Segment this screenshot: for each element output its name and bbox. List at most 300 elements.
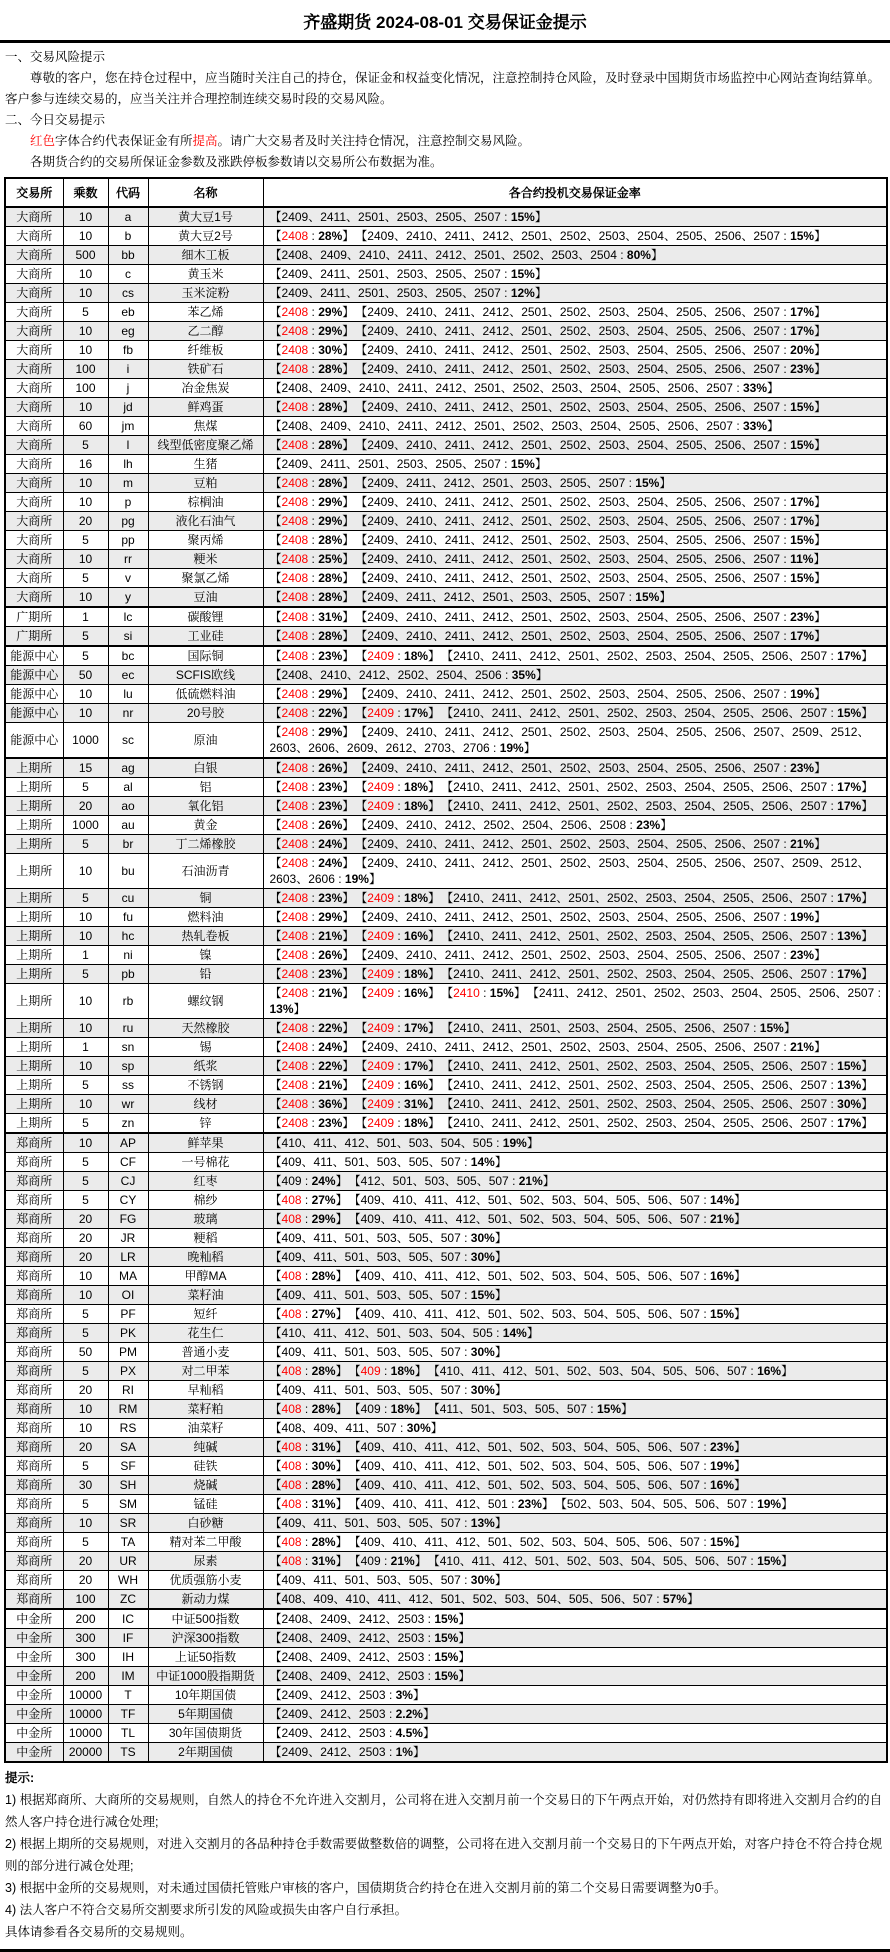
code-cell: CY bbox=[108, 1191, 148, 1210]
today-section-heading: 二、今日交易提示 bbox=[5, 113, 106, 127]
footer-note-4: 4) 法人客户不符合交易所交割要求所引发的风险或损失由客户自行承担。 bbox=[5, 1903, 408, 1917]
contract-list: 2409、2410、2411、2412、2501、2502、2503、2504、2505、2506、2507 bbox=[367, 552, 781, 566]
rates-cell bbox=[263, 1210, 887, 1229]
contract-list: 409、410、411、412、501、502、503、504、505、506、507 bbox=[360, 1478, 700, 1492]
rate-group: 【2408 : 22%】 bbox=[269, 706, 355, 720]
rate-group: 【2408 : 21%】 bbox=[269, 929, 355, 943]
rate-group: 【2409、2410、2411、2412、2501、2502、2503、2504、2505、2506、2507 : 21%】 bbox=[361, 837, 827, 851]
rates-cell bbox=[263, 1019, 887, 1038]
rate-group: 【2408 : 22%】 bbox=[269, 1059, 355, 1073]
name-cell: 锌 bbox=[148, 1114, 263, 1134]
code-cell: y bbox=[108, 588, 148, 608]
exchange-cell: 上期所 bbox=[5, 758, 63, 778]
exchange-cell: 能源中心 bbox=[5, 685, 63, 704]
rates-cell bbox=[263, 816, 887, 835]
contract-list: 408、409、411、507 bbox=[281, 1421, 397, 1435]
margin-rate-value: 36% bbox=[318, 1097, 343, 1111]
name-cell: 低硫燃料油 bbox=[148, 685, 263, 704]
name-cell: 粳米 bbox=[148, 550, 263, 569]
rate-group: 【408 : 28%】 bbox=[269, 1364, 348, 1378]
code-cell: pp bbox=[108, 531, 148, 550]
exchange-cell: 能源中心 bbox=[5, 646, 63, 666]
table-row bbox=[5, 1705, 887, 1724]
rates-cell bbox=[263, 889, 887, 908]
margin-rate-value: 24% bbox=[318, 1040, 343, 1054]
rate-group: 【409、410、411、412、501 : 23%】 bbox=[354, 1497, 554, 1511]
exchange-cell: 广期所 bbox=[5, 627, 63, 647]
rate-group: 【2409、2411、2501、2503、2505、2507 : 12%】 bbox=[269, 286, 547, 300]
exchange-cell: 中金所 bbox=[5, 1648, 63, 1667]
rate-group: 【2408、2409、2412、2503 : 15%】 bbox=[269, 1631, 471, 1645]
name-cell: 聚丙烯 bbox=[148, 531, 263, 550]
name-cell: 工业硅 bbox=[148, 627, 263, 647]
margin-rate-value: 57% bbox=[662, 1592, 687, 1606]
multiplier-cell: 10 bbox=[63, 1019, 108, 1038]
rates-cell bbox=[263, 854, 887, 889]
rate-group: 【2409、2410、2411、2412、2501、2502、2503、2504、2505、2506、2507 : 11%】 bbox=[361, 552, 826, 566]
multiplier-cell: 5 bbox=[63, 1172, 108, 1191]
rate-group: 【408 : 28%】 bbox=[269, 1402, 348, 1416]
margin-rate-value: 15% bbox=[635, 590, 660, 604]
exchange-cell: 大商所 bbox=[5, 227, 63, 246]
exchange-cell: 大商所 bbox=[5, 569, 63, 588]
rate-group: 【2408、2409、2412、2503 : 15%】 bbox=[269, 1612, 471, 1626]
rates-cell bbox=[263, 1191, 887, 1210]
exchange-cell: 大商所 bbox=[5, 512, 63, 531]
margin-rate-value: 15% bbox=[837, 706, 862, 720]
code-cell: nr bbox=[108, 704, 148, 723]
code-cell: j bbox=[108, 379, 148, 398]
margin-rate-value: 15% bbox=[434, 1650, 459, 1664]
rate-group: 【2408 : 23%】 bbox=[269, 780, 355, 794]
rates-cell bbox=[263, 1362, 887, 1381]
multiplier-cell: 10 bbox=[63, 1267, 108, 1286]
margin-rate-value: 21% bbox=[318, 986, 343, 1000]
margin-rate-value: 30% bbox=[470, 1383, 495, 1397]
table-row bbox=[5, 816, 887, 835]
footer-note-1: 1) 根据郑商所、大商所的交易规则，自然人的持仓不允许进入交割月，公司将在进入交割月前一个交易日的下午两点开始，对仍然持有即将进入交割月合约的自然人客户持仓进行减仓处理; bbox=[5, 1793, 883, 1829]
name-cell: 20号胶 bbox=[148, 704, 263, 723]
exchange-cell: 大商所 bbox=[5, 341, 63, 360]
multiplier-cell: 10 bbox=[63, 1095, 108, 1114]
margin-rate-value: 16% bbox=[404, 929, 429, 943]
red-font-notice bbox=[5, 131, 885, 152]
multiplier-cell: 10 bbox=[63, 1133, 108, 1153]
contract-list: 2410、2411、2412、2501、2502、2503、2504、2505、2506、2507 bbox=[453, 1116, 828, 1130]
rate-group: 【2409、2410、2411、2412、2501、2502、2503、2504、2505、2506、2507 : 15%】 bbox=[361, 400, 827, 414]
table-row bbox=[5, 1495, 887, 1514]
rate-group: 【408 : 28%】 bbox=[269, 1478, 348, 1492]
code-cell: br bbox=[108, 835, 148, 854]
margin-rate-value: 31% bbox=[318, 610, 343, 624]
params-note: 各期货合约的交易所保证金参数及涨跌停板参数请以交易所公布数据为准。 bbox=[30, 155, 443, 169]
exchange-cell: 能源中心 bbox=[5, 666, 63, 685]
margin-rate-value: 21% bbox=[318, 929, 343, 943]
raised-margin-contracts: 2408 bbox=[281, 799, 309, 813]
margin-rate-value: 16% bbox=[710, 1478, 735, 1492]
rates-cell bbox=[263, 1343, 887, 1362]
contract-list: 2409、2412、2503 bbox=[281, 1745, 386, 1759]
margin-rate-value: 28% bbox=[318, 400, 343, 414]
contract-list: 2409、2410、2411、2412、2501、2502、2503、2504、2505、2506、2507 bbox=[367, 343, 781, 357]
name-cell: 螺纹钢 bbox=[148, 984, 263, 1019]
margin-rate-value: 15% bbox=[510, 267, 535, 281]
name-cell: 2年期国债 bbox=[148, 1743, 263, 1763]
rate-group: 【409、410、411、412、501、502、503、504、505、506、507 : 14%】 bbox=[354, 1193, 747, 1207]
exchange-cell: 中金所 bbox=[5, 1743, 63, 1763]
rates-cell bbox=[263, 646, 887, 666]
table-row bbox=[5, 1514, 887, 1533]
rate-group: 【2409 : 17%】 bbox=[361, 1021, 441, 1035]
rates-cell bbox=[263, 493, 887, 512]
rates-cell bbox=[263, 303, 887, 322]
margin-rate-value: 23% bbox=[318, 649, 343, 663]
contract-list: 2409、2411、2412、2501、2503、2505、2507 bbox=[367, 476, 626, 490]
code-cell: hc bbox=[108, 927, 148, 946]
multiplier-cell: 10 bbox=[63, 1400, 108, 1419]
multiplier-cell: 10 bbox=[63, 550, 108, 569]
margin-rate-value: 26% bbox=[318, 948, 343, 962]
code-cell: JR bbox=[108, 1229, 148, 1248]
multiplier-cell: 10000 bbox=[63, 1705, 108, 1724]
margin-rate-value: 15% bbox=[596, 1402, 621, 1416]
raised-margin-contracts: 2409 bbox=[367, 1021, 394, 1035]
rates-cell bbox=[263, 685, 887, 704]
contract-list: 2409、2410、2411、2412、2501、2502、2503、2504、2505、2506、2507 bbox=[367, 495, 781, 509]
table-row bbox=[5, 758, 887, 778]
rate-group: 【408 : 30%】 bbox=[269, 1459, 348, 1473]
rates-cell bbox=[263, 1438, 887, 1457]
margin-rate-value: 29% bbox=[318, 725, 343, 739]
rate-group: 【409、411、501、503、505、507 : 30%】 bbox=[269, 1573, 507, 1587]
table-row bbox=[5, 474, 887, 493]
exchange-cell: 上期所 bbox=[5, 1019, 63, 1038]
name-cell: 早籼稻 bbox=[148, 1381, 263, 1400]
table-row bbox=[5, 1686, 887, 1705]
code-cell: MA bbox=[108, 1267, 148, 1286]
multiplier-cell: 5 bbox=[63, 965, 108, 984]
margin-rate-value: 16% bbox=[710, 1269, 735, 1283]
rate-group: 【2409、2412、2503 : 1%】 bbox=[269, 1745, 425, 1759]
margin-rate-value: 23% bbox=[318, 780, 343, 794]
multiplier-cell: 10 bbox=[63, 341, 108, 360]
table-row bbox=[5, 1038, 887, 1057]
exchange-cell: 郑商所 bbox=[5, 1133, 63, 1153]
margin-rate-value: 18% bbox=[404, 799, 429, 813]
contract-list: 2409、2410、2411、2412、2501、2502、2503、2504、2505、2506、2507 bbox=[367, 305, 781, 319]
code-cell: lh bbox=[108, 455, 148, 474]
rate-group: 【409、411、501、503、505、507 : 15%】 bbox=[269, 1288, 507, 1302]
name-cell: 中证1000股指期货 bbox=[148, 1667, 263, 1686]
code-cell: SA bbox=[108, 1438, 148, 1457]
table-row bbox=[5, 1057, 887, 1076]
raised-margin-contracts: 2408 bbox=[281, 1021, 309, 1035]
table-row bbox=[5, 1076, 887, 1095]
code-cell: sc bbox=[108, 723, 148, 759]
code-cell: CJ bbox=[108, 1172, 148, 1191]
table-row bbox=[5, 607, 887, 627]
raised-margin-contracts: 2408 bbox=[281, 629, 309, 643]
table-row bbox=[5, 550, 887, 569]
footer-note-2: 2) 根据上期所的交易规则，对进入交割月的各品种持仓手数需要做整数倍的调整，公司将在进入交割月前一个交易日的下午两点开始，对客户持仓不符合持仓规则的部分进行减仓处理; bbox=[5, 1837, 883, 1873]
margin-rate-value: 15% bbox=[790, 571, 815, 585]
rate-group: 【2409 : 18%】 bbox=[361, 780, 441, 794]
rate-group: 【2410、2411、2412、2501、2502、2503、2504、2505、2506、2507 : 13%】 bbox=[447, 929, 874, 943]
table-row bbox=[5, 1743, 887, 1763]
name-cell: 中证500指数 bbox=[148, 1609, 263, 1629]
raised-margin-contracts: 2408 bbox=[281, 706, 309, 720]
rate-group: 【2408 : 29%】 bbox=[269, 687, 355, 701]
raised-margin-contracts: 2408 bbox=[281, 571, 309, 585]
rate-group: 【408、409、411、507 : 30%】 bbox=[269, 1421, 443, 1435]
raised-margin-contracts: 2409 bbox=[367, 1059, 394, 1073]
rate-group: 【409、411、501、503、505、507 : 30%】 bbox=[269, 1231, 507, 1245]
code-cell: RI bbox=[108, 1381, 148, 1400]
raised-margin-contracts: 2409 bbox=[367, 706, 394, 720]
exchange-cell: 郑商所 bbox=[5, 1172, 63, 1191]
margin-rate-value: 18% bbox=[404, 891, 429, 905]
margin-rate-value: 17% bbox=[404, 706, 429, 720]
multiplier-cell: 100 bbox=[63, 1590, 108, 1610]
raised-margin-contracts: 409 bbox=[360, 1364, 381, 1378]
contract-list: 2410、2411、2412、2501、2502、2503、2504、2505、2506、2507 bbox=[453, 1097, 828, 1111]
exchange-cell: 中金所 bbox=[5, 1705, 63, 1724]
table-row bbox=[5, 1286, 887, 1305]
exchange-cell: 郑商所 bbox=[5, 1514, 63, 1533]
margin-rate-value: 23% bbox=[636, 818, 661, 832]
margin-rate-value: 17% bbox=[790, 495, 815, 509]
name-cell: 烧碱 bbox=[148, 1476, 263, 1495]
rate-group: 【2408 : 29%】 bbox=[269, 305, 355, 319]
rate-group: 【2408 : 29%】 bbox=[269, 495, 355, 509]
exchange-cell: 上期所 bbox=[5, 1057, 63, 1076]
margin-rate-value: 30% bbox=[470, 1345, 495, 1359]
rates-cell bbox=[263, 965, 887, 984]
raised-margin-contracts: 2408 bbox=[281, 324, 309, 338]
margin-rate-value: 19% bbox=[790, 687, 815, 701]
raised-margin-contracts: 2408 bbox=[281, 649, 309, 663]
multiplier-cell: 10 bbox=[63, 1419, 108, 1438]
margin-rate-value: 21% bbox=[790, 1040, 815, 1054]
code-cell: T bbox=[108, 1686, 148, 1705]
table-row bbox=[5, 835, 887, 854]
rates-cell bbox=[263, 379, 887, 398]
margin-rate-value: 3% bbox=[395, 1688, 413, 1702]
margin-rate-value: 23% bbox=[517, 1497, 542, 1511]
table-row bbox=[5, 1133, 887, 1153]
contract-list: 2409、2410、2411、2412、2501、2502、2503、2504、2505、2506、2507、2509、2512、2603、2606 bbox=[269, 856, 870, 886]
margin-rate-value: 23% bbox=[318, 799, 343, 813]
contract-list: 2409、2411、2501、2503、2505、2507 bbox=[281, 457, 501, 471]
contract-list: 2409、2410、2411、2412、2501、2502、2503、2504、2505、2506、2507 bbox=[367, 1040, 781, 1054]
rates-cell bbox=[263, 398, 887, 417]
raised-margin-contracts: 2409 bbox=[367, 891, 394, 905]
contract-list: 2409、2410、2411、2412、2501、2502、2503、2504、2505、2506、2507 bbox=[367, 362, 781, 376]
rate-group: 【2408 : 28%】 bbox=[269, 590, 355, 604]
rate-group: 【2409、2410、2411、2412、2501、2502、2503、2504、2505、2506、2507 : 17%】 bbox=[361, 495, 827, 509]
name-cell: 铁矿石 bbox=[148, 360, 263, 379]
rate-group: 【412、501、503、505、507 : 21%】 bbox=[354, 1174, 555, 1188]
rate-group: 【408 : 28%】 bbox=[269, 1535, 348, 1549]
rates-cell bbox=[263, 1571, 887, 1590]
rate-group: 【2409、2412、2503 : 2.2%】 bbox=[269, 1707, 435, 1721]
contract-list: 2409、2411、2412、2501、2503、2505、2507 bbox=[367, 590, 626, 604]
table-row bbox=[5, 666, 887, 685]
code-cell: PF bbox=[108, 1305, 148, 1324]
name-cell: SCFIS欧线 bbox=[148, 666, 263, 685]
rate-group: 【409 : 18%】 bbox=[354, 1364, 427, 1378]
exchange-cell: 郑商所 bbox=[5, 1324, 63, 1343]
margin-rate-value: 15% bbox=[790, 400, 815, 414]
multiplier-cell: 5 bbox=[63, 889, 108, 908]
multiplier-cell: 300 bbox=[63, 1648, 108, 1667]
table-row bbox=[5, 1419, 887, 1438]
rates-cell bbox=[263, 1476, 887, 1495]
rates-cell bbox=[263, 1038, 887, 1057]
rate-group: 【2408 : 28%】 bbox=[269, 362, 355, 376]
name-cell: 花生仁 bbox=[148, 1324, 263, 1343]
table-row bbox=[5, 1248, 887, 1267]
contract-list: 2409、2412、2503 bbox=[281, 1688, 386, 1702]
contract-list: 411、501、503、505、507 bbox=[439, 1402, 587, 1416]
table-row bbox=[5, 723, 887, 759]
multiplier-cell: 5 bbox=[63, 1457, 108, 1476]
rate-group: 【410、411、412、501、503、504、505 : 14%】 bbox=[269, 1326, 539, 1340]
margin-rate-value: 24% bbox=[318, 856, 343, 870]
exchange-cell: 郑商所 bbox=[5, 1210, 63, 1229]
contract-list: 2409、2411、2501、2503、2505、2507 bbox=[281, 286, 501, 300]
contract-list: 410、411、412、501、503、504、505 bbox=[281, 1136, 493, 1150]
code-cell: v bbox=[108, 569, 148, 588]
code-cell: ss bbox=[108, 1076, 148, 1095]
rate-group: 【2408、2409、2412、2503 : 15%】 bbox=[269, 1669, 471, 1683]
margin-rate-value: 17% bbox=[404, 1059, 429, 1073]
exchange-cell: 能源中心 bbox=[5, 704, 63, 723]
name-cell: 上证50指数 bbox=[148, 1648, 263, 1667]
table-row bbox=[5, 1191, 887, 1210]
multiplier-cell: 10 bbox=[63, 207, 108, 227]
margin-rate-value: 12% bbox=[510, 286, 535, 300]
rate-group: 【409、411、501、503、505、507 : 14%】 bbox=[269, 1155, 507, 1169]
margin-rate-value: 4.5% bbox=[395, 1726, 423, 1740]
raised-margin-contracts: 2408 bbox=[281, 1116, 309, 1130]
multiplier-cell: 10 bbox=[63, 984, 108, 1019]
rate-group: 【2408 : 23%】 bbox=[269, 799, 355, 813]
raised-margin-contracts: 408 bbox=[281, 1478, 302, 1492]
margin-rate-value: 28% bbox=[311, 1364, 336, 1378]
margin-rate-value: 2.2% bbox=[395, 1707, 423, 1721]
name-cell: 普通小麦 bbox=[148, 1343, 263, 1362]
contract-list: 2409、2410、2411、2412、2501、2502、2503、2504、2505、2506、2507、2509、2512、2603、2606、2609、2612、2703、2706 bbox=[269, 725, 870, 755]
multiplier-cell: 5 bbox=[63, 1495, 108, 1514]
rate-group: 【2409、2410、2411、2412、2501、2502、2503、2504、2505、2506、2507 : 15%】 bbox=[361, 571, 827, 585]
rate-group: 【2409、2410、2411、2412、2501、2502、2503、2504、2505、2506、2507 : 23%】 bbox=[361, 948, 827, 962]
name-cell: 国际铜 bbox=[148, 646, 263, 666]
code-cell: p bbox=[108, 493, 148, 512]
table-row bbox=[5, 227, 887, 246]
code-cell: cu bbox=[108, 889, 148, 908]
rate-group: 【2409、2411、2412、2501、2503、2505、2507 : 15%】 bbox=[361, 590, 672, 604]
multiplier-cell: 5 bbox=[63, 627, 108, 647]
margin-rate-value: 31% bbox=[404, 1097, 429, 1111]
rate-group: 【408 : 29%】 bbox=[269, 1212, 348, 1226]
footer-notes-section bbox=[0, 1763, 890, 1949]
table-head bbox=[5, 178, 887, 207]
multiplier-cell: 5 bbox=[63, 1533, 108, 1552]
margin-rate-value: 21% bbox=[710, 1212, 735, 1226]
exchange-cell: 大商所 bbox=[5, 207, 63, 227]
risk-paragraph: 尊敬的客户，您在持仓过程中，应当随时关注自己的持仓，保证金和权益变化情况，注意控制持仓风险，及时登录中国期货市场监控中心网站查询结算单。客户参与连续交易的，应当关注并合理控制连续交易时段的交易风险。 bbox=[5, 71, 881, 106]
name-cell: 原油 bbox=[148, 723, 263, 759]
contract-list: 2409、2410、2412、2502、2504、2506、2508 bbox=[367, 818, 627, 832]
rate-group: 【2408 : 28%】 bbox=[269, 438, 355, 452]
name-cell: 豆粕 bbox=[148, 474, 263, 493]
rate-group: 【2409 : 16%】 bbox=[361, 986, 441, 1000]
code-cell: pb bbox=[108, 965, 148, 984]
contract-list: 2408、2409、2412、2503 bbox=[281, 1669, 425, 1683]
name-cell: 白砂糖 bbox=[148, 1514, 263, 1533]
code-cell: IM bbox=[108, 1667, 148, 1686]
exchange-cell: 郑商所 bbox=[5, 1286, 63, 1305]
margin-rate-value: 15% bbox=[790, 438, 815, 452]
rate-group: 【2408 : 24%】 bbox=[269, 837, 355, 851]
multiplier-cell: 200 bbox=[63, 1609, 108, 1629]
raised-margin-contracts: 2408 bbox=[281, 1040, 309, 1054]
margin-rate-value: 11% bbox=[790, 552, 814, 566]
contract-list: 2410、2411、2412、2501、2502、2503、2504、2505、2506、2507 bbox=[453, 780, 828, 794]
rate-group: 【409 : 21%】 bbox=[354, 1554, 427, 1568]
rates-cell bbox=[263, 1533, 887, 1552]
code-cell: b bbox=[108, 227, 148, 246]
multiplier-cell: 500 bbox=[63, 246, 108, 265]
rate-group: 【2409 : 18%】 bbox=[361, 967, 441, 981]
multiplier-cell: 200 bbox=[63, 1667, 108, 1686]
exchange-cell: 上期所 bbox=[5, 965, 63, 984]
name-cell: 纯碱 bbox=[148, 1438, 263, 1457]
name-cell: 甲醇MA bbox=[148, 1267, 263, 1286]
rate-group: 【2409、2412、2503 : 3%】 bbox=[269, 1688, 425, 1702]
rate-group: 【2410、2411、2412、2501、2502、2503、2504、2505、2506、2507 : 17%】 bbox=[447, 799, 874, 813]
contract-list: 2410、2411、2412、2501、2502、2503、2504、2505、2506、2507 bbox=[453, 1059, 828, 1073]
code-cell: OI bbox=[108, 1286, 148, 1305]
rate-group: 【2409 : 17%】 bbox=[361, 1059, 441, 1073]
table-row bbox=[5, 1533, 887, 1552]
contract-list: 409、411、501、503、505、507 bbox=[281, 1250, 461, 1264]
rates-cell bbox=[263, 704, 887, 723]
multiplier-cell: 10000 bbox=[63, 1724, 108, 1743]
margin-rate-value: 19% bbox=[757, 1497, 782, 1511]
header-exchange: 交易所 bbox=[5, 178, 63, 207]
raised-margin-contracts: 2408 bbox=[281, 533, 309, 547]
margin-rate-value: 24% bbox=[311, 1174, 336, 1188]
table-row bbox=[5, 1324, 887, 1343]
rates-cell bbox=[263, 246, 887, 265]
code-cell: RM bbox=[108, 1400, 148, 1419]
raised-margin-contracts: 2409 bbox=[367, 1078, 394, 1092]
code-cell: IH bbox=[108, 1648, 148, 1667]
margin-rate-value: 26% bbox=[318, 818, 343, 832]
exchange-cell: 郑商所 bbox=[5, 1362, 63, 1381]
rates-cell bbox=[263, 531, 887, 550]
raised-margin-contracts: 2408 bbox=[281, 305, 309, 319]
rate-group: 【2409、2410、2411、2412、2501、2502、2503、2504、2505、2506、2507 : 17%】 bbox=[361, 629, 827, 643]
name-cell: 鲜苹果 bbox=[148, 1133, 263, 1153]
multiplier-cell: 10 bbox=[63, 588, 108, 608]
code-cell: sp bbox=[108, 1057, 148, 1076]
margin-rate-value: 17% bbox=[790, 305, 815, 319]
table-row bbox=[5, 1114, 887, 1134]
raised-margin-contracts: 408 bbox=[281, 1269, 302, 1283]
